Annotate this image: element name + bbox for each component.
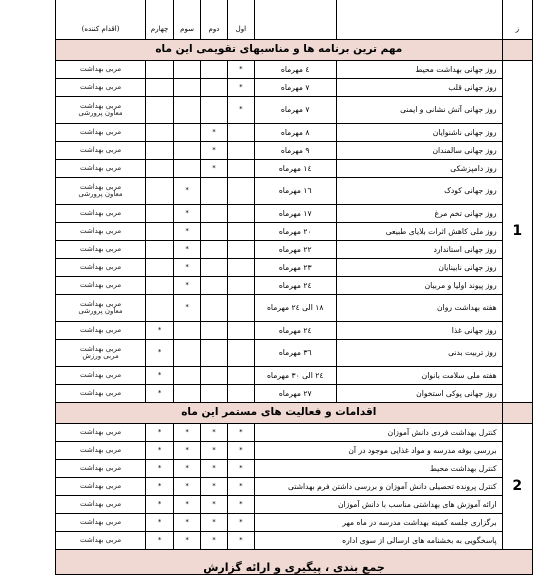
week-3-mark: * bbox=[174, 460, 201, 478]
section-1-title-row bbox=[56, 40, 533, 61]
table-row bbox=[56, 124, 533, 142]
responsible-person: مربی بهداشت bbox=[56, 478, 146, 496]
week-1-mark bbox=[227, 142, 254, 160]
activity-name: کنترل بهداشت محیط bbox=[254, 460, 502, 478]
week-1-mark bbox=[227, 385, 254, 403]
week-1-mark: * bbox=[227, 424, 254, 442]
summary-title: جمع بندی ، پیگیری و ارائه گزارش bbox=[56, 550, 533, 575]
week-4-mark bbox=[146, 223, 174, 241]
table-row bbox=[56, 223, 533, 241]
occasion-name: روز جهانی کودک bbox=[336, 178, 502, 205]
table-row bbox=[56, 97, 533, 124]
occasion-name: روز تربیت بدنی bbox=[336, 340, 502, 367]
week-3-mark bbox=[174, 142, 201, 160]
week-3-mark bbox=[174, 385, 201, 403]
week-1-mark bbox=[227, 160, 254, 178]
table-row bbox=[56, 442, 533, 460]
week-3-mark bbox=[174, 61, 201, 79]
occasion-name: روز دامپزشکی bbox=[336, 160, 502, 178]
occasion-name: روز ملی کاهش اثرات بلایای طبیعی bbox=[336, 223, 502, 241]
week-1-mark bbox=[227, 295, 254, 322]
week-4-header: چهارم bbox=[146, 0, 174, 40]
topic-header bbox=[336, 0, 502, 40]
responsible-person: مربی بهداشت bbox=[56, 259, 146, 277]
week-2-mark: * bbox=[201, 532, 228, 550]
occasion-name: روز جهانی پوکی استخوان bbox=[336, 385, 502, 403]
week-2-mark bbox=[201, 241, 228, 259]
section-2-title-row bbox=[56, 403, 533, 424]
table-row bbox=[56, 277, 533, 295]
week-1-mark bbox=[227, 241, 254, 259]
table-row bbox=[56, 259, 533, 277]
week-4-mark bbox=[146, 259, 174, 277]
week-2-mark: * bbox=[201, 124, 228, 142]
week-4-mark: * bbox=[146, 424, 174, 442]
week-2-mark bbox=[201, 79, 228, 97]
table-header-row bbox=[56, 0, 533, 40]
table-row bbox=[56, 295, 533, 322]
occasion-name: روز جهانی آتش نشانی و ایمنی bbox=[336, 97, 502, 124]
responsible-person: مربی بهداشت bbox=[56, 514, 146, 532]
week-3-header: سوم bbox=[174, 0, 201, 40]
week-4-mark bbox=[146, 241, 174, 259]
occasion-date: ٢٠ مهرماه bbox=[254, 223, 336, 241]
occasion-name: روز پیوند اولیا و مربیان bbox=[336, 277, 502, 295]
occasion-date: ٧ مهرماه bbox=[254, 97, 336, 124]
week-3-mark bbox=[174, 79, 201, 97]
table-row bbox=[56, 142, 533, 160]
week-1-mark: * bbox=[227, 478, 254, 496]
occasion-date: ٢٤ مهرماه bbox=[254, 322, 336, 340]
week-4-mark: * bbox=[146, 367, 174, 385]
week-1-mark: * bbox=[227, 61, 254, 79]
week-2-mark: * bbox=[201, 160, 228, 178]
week-4-mark bbox=[146, 160, 174, 178]
week-2-mark bbox=[201, 340, 228, 367]
responsible-person: مربی بهداشت bbox=[56, 442, 146, 460]
week-2-mark: * bbox=[201, 142, 228, 160]
table-row bbox=[56, 241, 533, 259]
week-1-mark bbox=[227, 223, 254, 241]
week-3-mark bbox=[174, 322, 201, 340]
responsible-person: مربی بهداشت bbox=[56, 532, 146, 550]
summary-row bbox=[56, 550, 533, 575]
section-1-title: مهم ترین برنامه ها و مناسبهای تقویمی این ماه bbox=[56, 40, 503, 61]
week-3-mark: * bbox=[174, 277, 201, 295]
week-2-header: دوم bbox=[201, 0, 228, 40]
week-1-mark bbox=[227, 178, 254, 205]
week-1-mark bbox=[227, 277, 254, 295]
activity-name: کنترل پرونده تحصیلی دانش آموزان و بررسی داشتن فرم بهداشتی bbox=[254, 478, 502, 496]
responsible-person: مربی بهداشت bbox=[56, 367, 146, 385]
week-3-mark: * bbox=[174, 496, 201, 514]
week-4-mark bbox=[146, 205, 174, 223]
table-row bbox=[56, 496, 533, 514]
week-4-mark: * bbox=[146, 532, 174, 550]
occasion-date: ٧ مهرماه bbox=[254, 79, 336, 97]
occasion-date: ٢٣ مهرماه bbox=[254, 259, 336, 277]
week-1-mark bbox=[227, 259, 254, 277]
week-2-mark: * bbox=[201, 478, 228, 496]
week-2-mark bbox=[201, 178, 228, 205]
week-3-mark: * bbox=[174, 241, 201, 259]
table-row bbox=[56, 61, 533, 79]
week-3-mark: * bbox=[174, 223, 201, 241]
health-program-table bbox=[55, 0, 533, 575]
week-4-mark bbox=[146, 61, 174, 79]
occasion-date: ١٦ مهرماه bbox=[254, 178, 336, 205]
week-4-mark bbox=[146, 124, 174, 142]
week-3-mark: * bbox=[174, 295, 201, 322]
week-3-mark: * bbox=[174, 178, 201, 205]
occasion-name: روز جهانی تخم مرغ bbox=[336, 205, 502, 223]
occasion-date: ٣٦ مهرماه bbox=[254, 340, 336, 367]
occasion-name: روز جهانی قلب bbox=[336, 79, 502, 97]
week-4-mark bbox=[146, 277, 174, 295]
week-2-mark bbox=[201, 223, 228, 241]
occasion-name: روز جهانی بهداشت محیط bbox=[336, 61, 502, 79]
responsible-person: مربی بهداشت bbox=[56, 424, 146, 442]
week-1-mark: * bbox=[227, 496, 254, 514]
week-4-mark: * bbox=[146, 442, 174, 460]
occasion-date: ١٨ الی ٢٤ مهرماه bbox=[254, 295, 336, 322]
responsible-person: مربی بهداشت bbox=[56, 61, 146, 79]
responsible-person: مربی بهداشت bbox=[56, 460, 146, 478]
week-3-mark: * bbox=[174, 205, 201, 223]
week-1-mark bbox=[227, 340, 254, 367]
table-row bbox=[56, 367, 533, 385]
responsible-person: مربی بهداشت bbox=[56, 241, 146, 259]
section-1-number-spacer bbox=[502, 40, 532, 61]
section-2-title: اقدامات و فعالیت های مستمر این ماه bbox=[56, 403, 503, 424]
section-2-number-spacer bbox=[502, 403, 532, 424]
responsible-person: مربی بهداشت bbox=[56, 205, 146, 223]
week-3-mark: * bbox=[174, 442, 201, 460]
week-4-mark bbox=[146, 142, 174, 160]
week-3-mark bbox=[174, 367, 201, 385]
week-3-mark: * bbox=[174, 514, 201, 532]
table-row bbox=[56, 322, 533, 340]
week-1-mark: * bbox=[227, 442, 254, 460]
week-1-mark: * bbox=[227, 97, 254, 124]
week-3-mark: * bbox=[174, 259, 201, 277]
week-2-mark: * bbox=[201, 424, 228, 442]
occasion-date: ١٧ مهرماه bbox=[254, 205, 336, 223]
occasion-date: ٩ مهرماه bbox=[254, 142, 336, 160]
responsible-person: مربی بهداشت مربی ورزش bbox=[56, 340, 146, 367]
occasion-name: روز جهانی ناشنوایان bbox=[336, 124, 502, 142]
week-2-mark bbox=[201, 322, 228, 340]
section-2-number: 2 bbox=[502, 424, 532, 550]
responsible-person: مربی بهداشت bbox=[56, 496, 146, 514]
week-4-mark: * bbox=[146, 340, 174, 367]
week-4-mark: * bbox=[146, 322, 174, 340]
occasion-date: ٤ مهرماه bbox=[254, 61, 336, 79]
week-4-mark bbox=[146, 79, 174, 97]
responsible-person: مربی بهداشت bbox=[56, 385, 146, 403]
activity-name: ارائه آموزش های بهداشتی مناسب با دانش آموزان bbox=[254, 496, 502, 514]
week-2-mark bbox=[201, 295, 228, 322]
week-3-mark bbox=[174, 97, 201, 124]
responsible-person: مربی بهداشت معاون پرورشی bbox=[56, 178, 146, 205]
occasion-name: روز جهانی سالمندان bbox=[336, 142, 502, 160]
week-4-mark bbox=[146, 295, 174, 322]
week-4-mark: * bbox=[146, 460, 174, 478]
occasion-name: هفته بهداشت روان bbox=[336, 295, 502, 322]
table-row bbox=[56, 424, 533, 442]
table-row bbox=[56, 340, 533, 367]
occasion-date: ٢٧ مهرماه bbox=[254, 385, 336, 403]
week-2-mark: * bbox=[201, 442, 228, 460]
responsible-person: مربی بهداشت bbox=[56, 142, 146, 160]
week-3-mark: * bbox=[174, 478, 201, 496]
week-4-mark: * bbox=[146, 385, 174, 403]
responsible-header: (اقدام کننده) bbox=[56, 0, 146, 40]
table-row bbox=[56, 160, 533, 178]
occasion-name: روز جهانی نابینایان bbox=[336, 259, 502, 277]
activity-name: برگزاری جلسه کمیته بهداشت مدرسه در ماه مهر bbox=[254, 514, 502, 532]
week-3-mark: * bbox=[174, 424, 201, 442]
table-row bbox=[56, 532, 533, 550]
table-row bbox=[56, 460, 533, 478]
responsible-person: مربی بهداشت bbox=[56, 160, 146, 178]
week-1-mark bbox=[227, 124, 254, 142]
week-3-mark bbox=[174, 340, 201, 367]
responsible-person: مربی بهداشت bbox=[56, 79, 146, 97]
week-2-mark: * bbox=[201, 460, 228, 478]
responsible-person: مربی بهداشت bbox=[56, 322, 146, 340]
week-4-mark bbox=[146, 97, 174, 124]
week-2-mark: * bbox=[201, 496, 228, 514]
activity-name: کنترل بهداشت فردی دانش آموزان bbox=[254, 424, 502, 442]
responsible-person: مربی بهداشت bbox=[56, 124, 146, 142]
occasion-date: ٢٢ مهرماه bbox=[254, 241, 336, 259]
week-2-mark bbox=[201, 259, 228, 277]
date-header bbox=[254, 0, 336, 40]
week-4-mark: * bbox=[146, 478, 174, 496]
table-row bbox=[56, 385, 533, 403]
week-4-mark: * bbox=[146, 514, 174, 532]
occasion-date: ٨ مهرماه bbox=[254, 124, 336, 142]
activity-name: بررسی بوفه مدرسه و مواد غذایی موجود در آن bbox=[254, 442, 502, 460]
occasion-date: ٢٤ الی ٣٠ مهرماه bbox=[254, 367, 336, 385]
row-number-header: ز bbox=[502, 0, 532, 40]
week-2-mark bbox=[201, 277, 228, 295]
table-row bbox=[56, 205, 533, 223]
table-row bbox=[56, 178, 533, 205]
occasion-name: روز جهانی استاندارد bbox=[336, 241, 502, 259]
week-4-mark bbox=[146, 178, 174, 205]
responsible-person: مربی بهداشت معاون پرورشی bbox=[56, 295, 146, 322]
week-2-mark bbox=[201, 385, 228, 403]
week-3-mark: * bbox=[174, 532, 201, 550]
week-1-mark bbox=[227, 367, 254, 385]
table-row bbox=[56, 514, 533, 532]
week-1-mark: * bbox=[227, 532, 254, 550]
responsible-person: مربی بهداشت معاون پرورشی bbox=[56, 97, 146, 124]
responsible-person: مربی بهداشت bbox=[56, 223, 146, 241]
section-1-number: 1 bbox=[502, 61, 532, 403]
week-2-mark bbox=[201, 367, 228, 385]
week-1-mark: * bbox=[227, 514, 254, 532]
week-3-mark bbox=[174, 124, 201, 142]
week-1-mark: * bbox=[227, 79, 254, 97]
week-1-mark bbox=[227, 205, 254, 223]
occasion-name: هفته ملی سلامت بانوان bbox=[336, 367, 502, 385]
week-1-header: اول bbox=[227, 0, 254, 40]
week-2-mark bbox=[201, 61, 228, 79]
occasion-date: ٢٤ مهرماه bbox=[254, 277, 336, 295]
week-3-mark bbox=[174, 160, 201, 178]
week-4-mark: * bbox=[146, 496, 174, 514]
week-2-mark: * bbox=[201, 514, 228, 532]
week-1-mark bbox=[227, 322, 254, 340]
occasion-date: ١٤ مهرماه bbox=[254, 160, 336, 178]
week-2-mark bbox=[201, 205, 228, 223]
activity-name: پاسخگویی به بخشنامه های ارسالی از سوی اداره bbox=[254, 532, 502, 550]
week-1-mark: * bbox=[227, 460, 254, 478]
occasion-name: روز جهانی غذا bbox=[336, 322, 502, 340]
week-2-mark bbox=[201, 97, 228, 124]
table-row bbox=[56, 478, 533, 496]
responsible-person: مربی بهداشت bbox=[56, 277, 146, 295]
table-row bbox=[56, 79, 533, 97]
